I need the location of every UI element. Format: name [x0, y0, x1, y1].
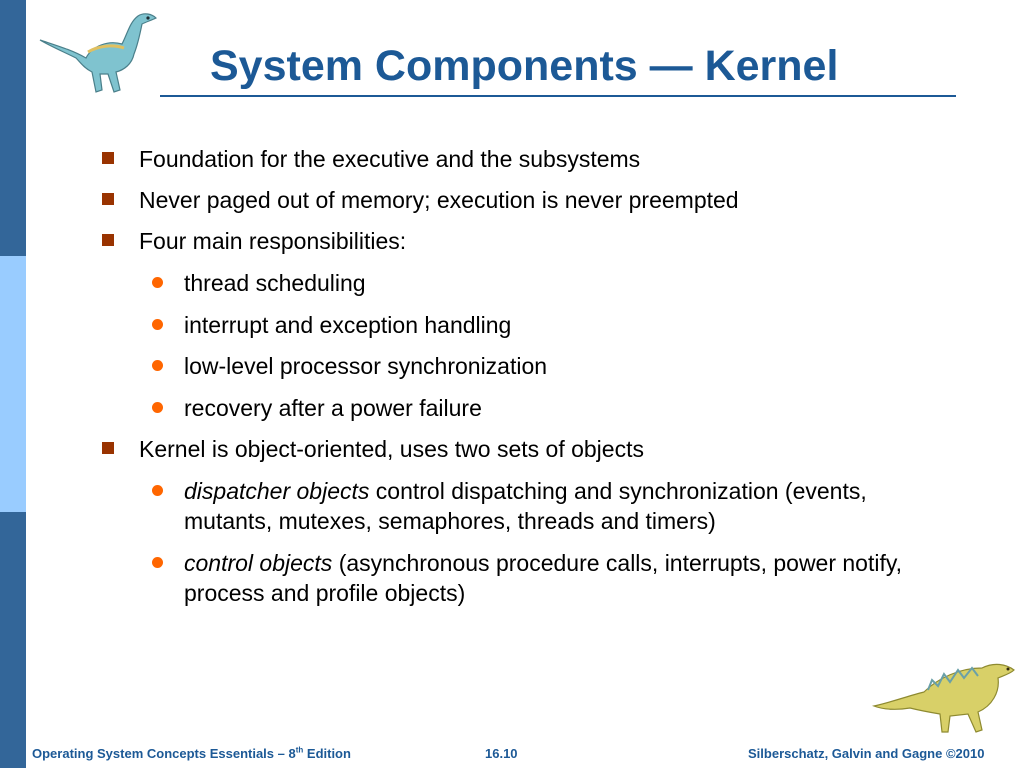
- bullet-item: [139, 434, 959, 464]
- dot-bullet-icon: [152, 319, 163, 330]
- sub-bullet-item: [184, 310, 924, 340]
- square-bullet-icon: [102, 234, 114, 246]
- dot-bullet-icon: [152, 557, 163, 568]
- bullet-text: (asynchronous procedure calls, interrupts, power notify, process and profile objects): [184, 550, 903, 606]
- sub-bullet-item: [184, 548, 924, 608]
- bullet-emphasis: control objects: [184, 550, 333, 576]
- bullet-text: control dispatching and synchronization (events, mutants, mutexes, semaphores, threads and timers): [184, 478, 867, 534]
- footer-book-title: Operating System Concepts Essentials – 8th Edition: [32, 745, 351, 761]
- bullet-text: recovery after a power failure: [184, 395, 482, 421]
- bullet-emphasis: dispatcher objects: [184, 478, 370, 504]
- bullet-text: Foundation for the executive and the subsystems: [139, 146, 641, 172]
- bullet-text: Never paged out of memory; execution is never preempted: [139, 187, 739, 213]
- dinosaur-icon: [868, 656, 1018, 738]
- square-bullet-icon: [102, 152, 114, 164]
- bullet-text: Kernel is object-oriented, uses two sets of objects: [139, 436, 644, 462]
- bullet-item: [139, 144, 959, 174]
- bullet-text: Four main responsibilities:: [139, 228, 407, 254]
- bullet-text: low-level processor synchronization: [184, 353, 548, 379]
- bullet-item: [139, 185, 959, 215]
- footer-copyright: Silberschatz, Galvin and Gagne ©2010: [748, 746, 985, 761]
- sub-bullet-item: [184, 393, 924, 423]
- sub-bullet-item: [184, 476, 924, 536]
- dot-bullet-icon: [152, 485, 163, 496]
- dot-bullet-icon: [152, 360, 163, 371]
- dot-bullet-icon: [152, 402, 163, 413]
- dot-bullet-icon: [152, 277, 163, 288]
- square-bullet-icon: [102, 442, 114, 454]
- bullet-text: interrupt and exception handling: [184, 312, 512, 338]
- slide-title: System Components — Kernel: [210, 42, 839, 90]
- bullet-item: [139, 226, 959, 256]
- sub-bullet-item: [184, 351, 924, 381]
- sub-bullet-item: [184, 268, 924, 298]
- footer-page-number: 16.10: [485, 746, 518, 761]
- square-bullet-icon: [102, 193, 114, 205]
- bullet-text: thread scheduling: [184, 270, 366, 296]
